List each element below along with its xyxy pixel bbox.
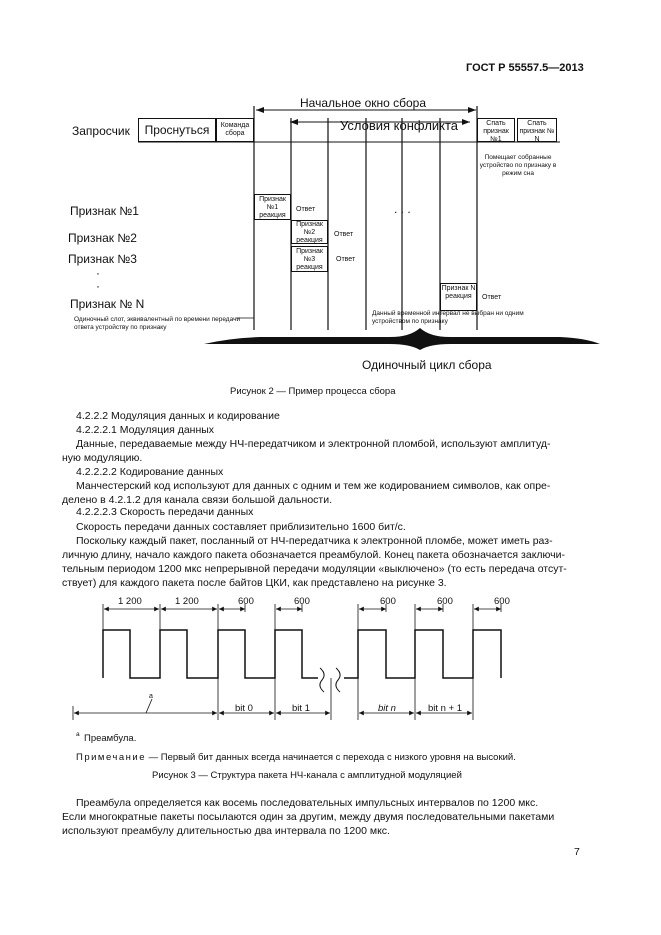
- interval-note: Данный временной интервал не выбран ни одним устройством по признаку: [372, 310, 524, 325]
- paragraph-4-line-4: ствует) для каждого пакета после байтов ЦКИ, как представлено на рисунке 3.: [62, 577, 447, 589]
- row-dot-2: ·: [96, 279, 100, 293]
- reaction-label-2: Признак №2 реакция: [296, 221, 323, 244]
- closing-line-3: используют преамбулу длительностью два интервала по 1200 мкс.: [62, 825, 390, 837]
- note-label: Примечание: [76, 752, 146, 763]
- section-title-4: 4.2.2.2.3 Скорость передачи данных: [76, 506, 254, 518]
- bit-label-n1: bit n + 1: [428, 703, 463, 714]
- conflict-label: Условия конфликта: [340, 118, 459, 133]
- collect-window-label: Начальное окно сбора: [300, 96, 427, 110]
- bit-label-n: bit n: [378, 703, 396, 714]
- row-label-2: Признак №2: [68, 231, 137, 245]
- row-dot-1: ·: [96, 266, 100, 280]
- reaction-label-n: Признак N реакция: [441, 285, 476, 300]
- row-label-1: Признак №1: [70, 204, 139, 218]
- paragraph-4-line-2: личную длину, начало каждого пакета обозначается преамбулой. Конец пакета обозначается заключи-: [62, 549, 566, 561]
- paragraph-4-line-3: тельным периодом 1200 мкс непрерывной передачи модуляции «выключено» (то есть передача отсут-: [62, 563, 567, 575]
- paragraph-4-line-1: Поскольку каждый пакет, посланный от НЧ-передатчика к электронной пломбе, может иметь раз-: [76, 535, 553, 547]
- slot-note: Одиночный слот, эквивалентный по времени передачи ответа устройству по признаку: [74, 316, 241, 331]
- footnote-mark: a: [76, 731, 80, 738]
- paragraph-1-line-2: ную модуляцию.: [62, 452, 143, 464]
- standard-header: ГОСТ Р 55557.5—2013: [466, 62, 584, 74]
- interval-label-6: 600: [437, 596, 453, 607]
- answer-1: Ответ: [296, 206, 316, 213]
- interval-label-7: 600: [494, 596, 510, 607]
- footnote-text: Преамбула.: [84, 733, 137, 744]
- figure3-caption: Рисунок 3 — Структура пакета НЧ-канала с амплитудной модуляцией: [152, 770, 462, 781]
- note-line: [76, 752, 516, 763]
- sleep1-label: Спать признак №1: [483, 120, 509, 143]
- bit-label-0: bit 0: [235, 703, 253, 714]
- section-title-3: 4.2.2.2.2 Кодирование данных: [76, 466, 224, 478]
- footnote-mark-figure: a: [149, 693, 153, 700]
- closing-line-2: Если многократные пакеты посылаются один за другим, между двумя последовательными пакетами: [62, 811, 555, 823]
- reaction-label-1: Признак №1 реакция: [259, 196, 286, 219]
- interval-label-5: 600: [380, 596, 396, 607]
- answer-3: Ответ: [336, 256, 356, 263]
- collect-cmd-label: Команда сбора: [220, 122, 250, 137]
- sleep-n-label: Спать признак № N: [519, 120, 555, 143]
- ellipsis: . . .: [394, 202, 411, 216]
- interrogator-label: Запросчик: [72, 124, 130, 138]
- interval-label-2: 1 200: [175, 596, 199, 607]
- note-text: — Первый бит данных всегда начинается с перехода с низкого уровня на высокий.: [146, 752, 516, 763]
- interval-label-4: 600: [294, 596, 310, 607]
- reaction-label-3: Признак №3 реакция: [296, 248, 323, 271]
- answer-n: Ответ: [482, 294, 502, 301]
- row-label-n: Признак № N: [70, 297, 145, 311]
- answer-2: Ответ: [334, 231, 354, 238]
- page-number: 7: [574, 846, 580, 858]
- section-title-2: 4.2.2.2.1 Модуляция данных: [76, 424, 215, 436]
- wake-label: Проснуться: [144, 123, 210, 137]
- paragraph-1-line-1: Данные, передаваемые между НЧ-передатчиком и электронной пломбой, используют амплитуд-: [76, 438, 551, 450]
- bit-label-1: bit 1: [292, 703, 310, 714]
- sleep-note: Помещает собранные устройство по признаку в режим сна: [479, 154, 557, 177]
- paragraph-3: Скорость передачи данных составляет приблизительно 1600 бит/с.: [76, 521, 406, 533]
- figure2-caption: Рисунок 2 — Пример процесса сбора: [230, 386, 396, 397]
- cycle-label: Одиночный цикл сбора: [362, 358, 492, 372]
- closing-line-1: Преамбула определяется как восемь последовательных импульсных интервалов по 1200 мкс.: [76, 797, 539, 809]
- paragraph-2-line-1: Манчестерский код используют для данных с одним и тем же кодированием символов, как опре-: [76, 480, 551, 492]
- interval-label-3: 600: [238, 596, 254, 607]
- interval-label-1: 1 200: [118, 596, 142, 607]
- row-label-3: Признак №3: [68, 252, 137, 266]
- paragraph-2-line-2: делено в 4.2.1.2 для канала связи большой дальности.: [62, 494, 333, 506]
- section-title-1: 4.2.2.2 Модуляция данных и кодирование: [76, 410, 280, 422]
